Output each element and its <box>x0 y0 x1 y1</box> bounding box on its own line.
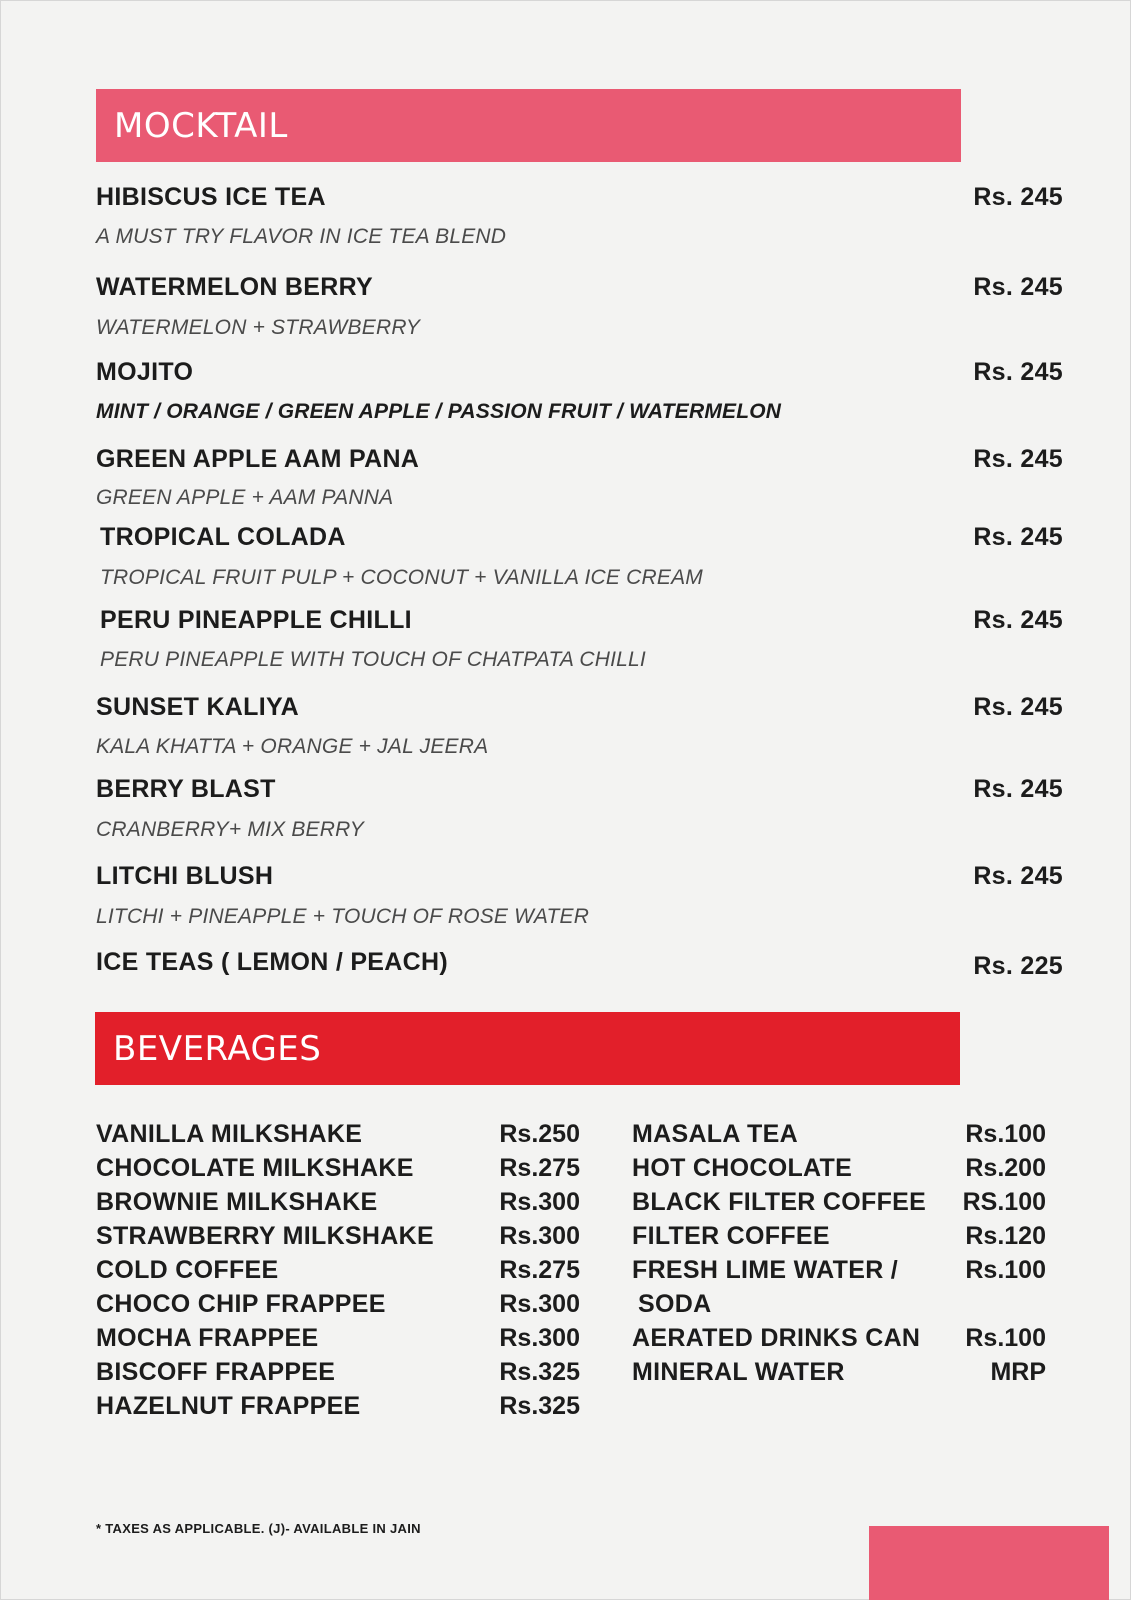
beverage-name: HAZELNUT FRAPPEE <box>96 1392 361 1420</box>
beverage-price: Rs.325 <box>499 1358 580 1386</box>
beverage-name: VANILLA MILKSHAKE <box>96 1120 363 1148</box>
menu-item-description: KALA KHATTA + ORANGE + JAL JEERA <box>96 735 489 758</box>
beverage-price: Rs.275 <box>499 1256 580 1284</box>
menu-item-price: Rs. 245 <box>973 606 1063 634</box>
decorative-corner-block <box>869 1526 1109 1600</box>
beverage-name: FRESH LIME WATER / <box>632 1256 899 1284</box>
menu-item-name: HIBISCUS ICE TEA <box>96 183 326 211</box>
menu-item-name: ICE TEAS ( LEMON / PEACH) <box>96 948 448 976</box>
beverage-name: MINERAL WATER <box>632 1358 845 1386</box>
beverage-name: CHOCO CHIP FRAPPEE <box>96 1290 386 1318</box>
beverage-name: HOT CHOCOLATE <box>632 1154 853 1182</box>
beverage-price: Rs.200 <box>965 1154 1046 1182</box>
beverage-price: Rs.300 <box>499 1290 580 1318</box>
menu-item-name: PERU PINEAPPLE CHILLI <box>100 606 412 634</box>
beverage-price: Rs.300 <box>499 1188 580 1216</box>
beverage-price: Rs.300 <box>499 1324 580 1352</box>
beverage-name-continued: SODA <box>638 1290 712 1318</box>
menu-item-description: PERU PINEAPPLE WITH TOUCH OF CHATPATA CHILLI <box>100 648 646 671</box>
menu-item-price: Rs. 245 <box>973 358 1063 386</box>
menu-item-description: A MUST TRY FLAVOR IN ICE TEA BLEND <box>96 225 507 248</box>
beverage-price: Rs.275 <box>499 1154 580 1182</box>
beverage-name: BROWNIE MILKSHAKE <box>96 1188 378 1216</box>
beverage-price: Rs.120 <box>965 1222 1046 1250</box>
menu-item-description: WATERMELON + STRAWBERRY <box>96 316 421 339</box>
beverage-name: BLACK FILTER COFFEE <box>632 1188 927 1216</box>
beverage-price: RS.100 <box>962 1188 1046 1216</box>
tax-footnote: * TAXES AS APPLICABLE. (J)- AVAILABLE IN JAIN <box>96 1521 421 1536</box>
beverage-name: AERATED DRINKS CAN <box>632 1324 921 1352</box>
menu-item-price: Rs. 245 <box>973 273 1063 301</box>
beverage-price: Rs.100 <box>965 1324 1046 1352</box>
beverage-name: CHOCOLATE MILKSHAKE <box>96 1154 414 1182</box>
beverage-name: MASALA TEA <box>632 1120 798 1148</box>
menu-item-price: Rs. 245 <box>973 445 1063 473</box>
menu-item-price: Rs. 245 <box>973 775 1063 803</box>
beverage-price: Rs.300 <box>499 1222 580 1250</box>
beverage-name: COLD COFFEE <box>96 1256 279 1284</box>
menu-item-name: LITCHI BLUSH <box>96 862 274 890</box>
beverage-price: Rs.100 <box>965 1120 1046 1148</box>
beverage-price: MRP <box>990 1358 1046 1386</box>
mocktail-title: MOCKTAIL <box>114 105 288 146</box>
beverage-price: Rs.100 <box>965 1256 1046 1284</box>
beverage-name: MOCHA FRAPPEE <box>96 1324 319 1352</box>
menu-item-price: Rs. 245 <box>973 862 1063 890</box>
menu-item-name: GREEN APPLE AAM PANA <box>96 445 420 473</box>
beverage-price: Rs.325 <box>499 1392 580 1420</box>
menu-item-name: MOJITO <box>96 358 194 386</box>
menu-item-price: Rs. 245 <box>973 693 1063 721</box>
beverages-banner <box>95 1012 960 1085</box>
beverage-name: BISCOFF FRAPPEE <box>96 1358 336 1386</box>
menu-item-price: Rs. 245 <box>973 523 1063 551</box>
beverages-title: BEVERAGES <box>113 1028 322 1069</box>
menu-item-price: Rs. 245 <box>973 183 1063 211</box>
menu-item-name: WATERMELON BERRY <box>96 273 374 301</box>
menu-item-name: TROPICAL COLADA <box>100 523 346 551</box>
menu-item-description: GREEN APPLE + AAM PANNA <box>96 486 394 509</box>
beverage-price: Rs.250 <box>499 1120 580 1148</box>
menu-item-name: BERRY BLAST <box>96 775 276 803</box>
menu-item-description: TROPICAL FRUIT PULP + COCONUT + VANILLA ICE CREAM <box>100 566 703 589</box>
menu-item-price: Rs. 225 <box>973 952 1063 980</box>
menu-item-description: MINT / ORANGE / GREEN APPLE / PASSION FRUIT / WATERMELON <box>96 400 782 423</box>
menu-item-description: LITCHI + PINEAPPLE + TOUCH OF ROSE WATER <box>96 905 590 928</box>
beverage-name: STRAWBERRY MILKSHAKE <box>96 1222 434 1250</box>
menu-item-name: SUNSET KALIYA <box>96 693 300 721</box>
mocktail-banner <box>96 89 961 162</box>
menu-item-description: CRANBERRY+ MIX BERRY <box>96 818 364 841</box>
beverage-name: FILTER COFFEE <box>632 1222 830 1250</box>
